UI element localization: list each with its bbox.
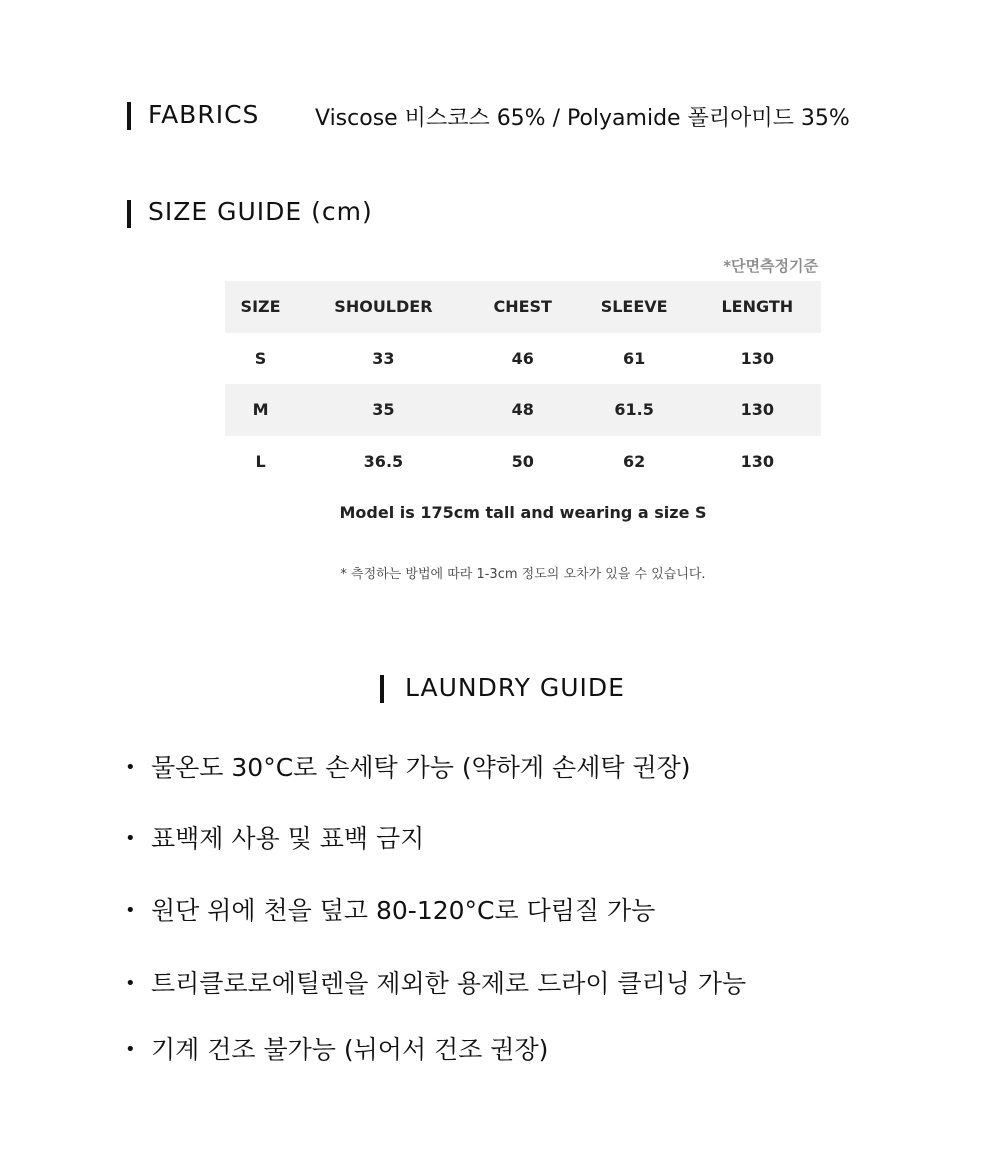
laundry-guide-item (125, 891, 655, 927)
bullet-icon: • (125, 900, 136, 921)
fabrics-heading: FABRICS (148, 100, 260, 129)
size-table-cell: M (252, 400, 269, 420)
laundry-guide-item (125, 964, 746, 1000)
measurement-tolerance-note: * 측정하는 방법에 따라 1-3cm 정도의 오차가 있을 수 있습니다. (340, 567, 706, 582)
laundry-guide-item-text: 트리클로로에틸렌을 제외한 용제로 드라이 클리닝 가능 (151, 969, 747, 998)
size-table-cell: S (254, 348, 267, 368)
size-table-cell: L (255, 451, 266, 471)
size-table-header: CHEST (493, 297, 552, 317)
size-table-header: SLEEVE (600, 297, 668, 317)
size-table-row (225, 384, 821, 436)
bullet-icon: • (125, 828, 136, 849)
size-table-cell: 36.5 (363, 451, 404, 471)
size-table-cell: 50 (511, 451, 534, 471)
laundry-guide-heading-bar (380, 675, 384, 703)
size-guide-heading-bar (127, 200, 131, 228)
size-table (225, 281, 821, 487)
laundry-guide-item-text: 표백제 사용 및 표백 금지 (151, 824, 425, 853)
fabrics-composition: Viscose 비스코스 65% / Polyamide 폴리아미드 35% (315, 106, 850, 131)
bullet-icon: • (125, 973, 136, 994)
size-guide-heading: SIZE GUIDE (cm) (148, 197, 373, 226)
fabrics-heading-bar (127, 102, 131, 130)
size-table-cell: 61.5 (614, 400, 654, 420)
size-table-header-row (225, 281, 821, 333)
size-table-cell: 33 (372, 348, 395, 368)
bullet-icon: • (125, 1039, 136, 1060)
size-table-cell: 61 (623, 348, 646, 368)
laundry-guide-item (125, 819, 424, 855)
size-table-header: SIZE (240, 297, 281, 317)
size-table-cell: 130 (740, 451, 774, 471)
size-table-cell: 130 (740, 400, 774, 420)
model-size-note: Model is 175cm tall and wearing a size S (339, 503, 707, 522)
size-table-header: SHOULDER (334, 297, 433, 317)
size-table-header: LENGTH (721, 297, 794, 317)
bullet-icon: • (125, 757, 136, 778)
laundry-guide-heading: LAUNDRY GUIDE (405, 673, 625, 702)
size-table-row (225, 333, 821, 385)
size-table-row (225, 436, 821, 488)
laundry-guide-item-text: 물온도 30°C로 손세탁 가능 (약하게 손세탁 권장) (151, 753, 691, 782)
laundry-guide-item-text: 원단 위에 천을 덮고 80-120°C로 다림질 가능 (151, 896, 656, 925)
size-table-cell: 35 (372, 400, 395, 420)
size-table-cell: 130 (740, 348, 774, 368)
size-table-cell: 62 (623, 451, 646, 471)
laundry-guide-item (125, 748, 691, 784)
size-table-cell: 46 (511, 348, 534, 368)
size-table-cell: 48 (511, 400, 534, 420)
laundry-guide-item-text: 기계 건조 불가능 (뉘어서 건조 권장) (151, 1035, 549, 1064)
measure-basis-note: *단면측정기준 (723, 257, 818, 275)
laundry-guide-item (125, 1030, 548, 1066)
